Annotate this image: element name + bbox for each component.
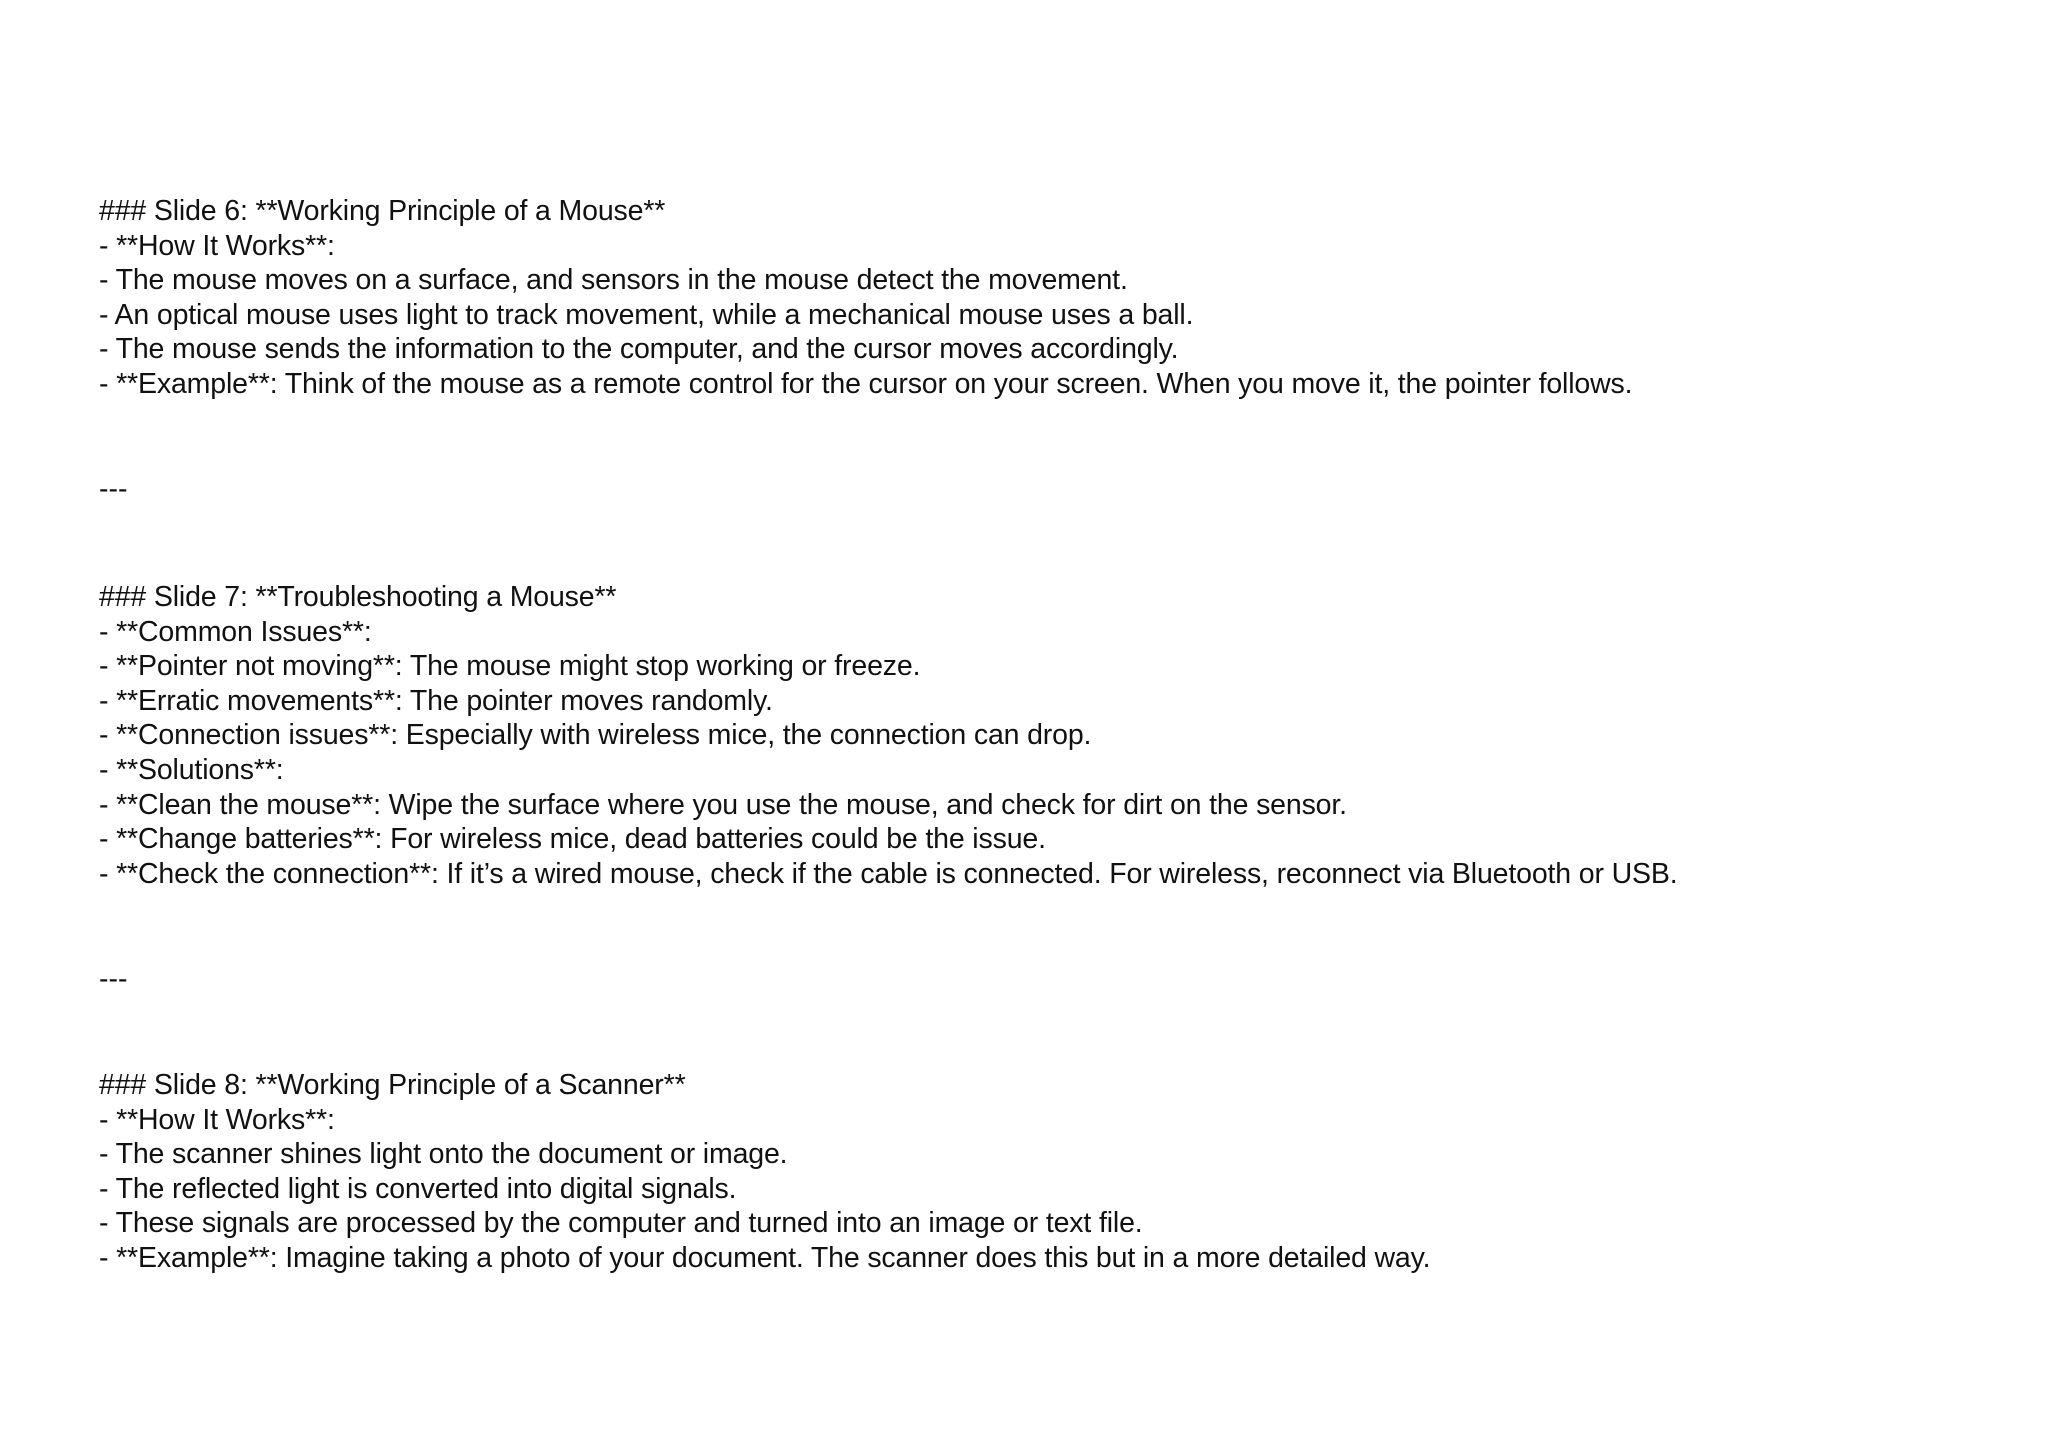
text-line: - **Example**: Think of the mouse as a remote control for the cursor on your screen. When you move it, the pointer follows. (99, 367, 1633, 400)
text-line: - The mouse sends the information to the computer, and the cursor moves accordingly. (99, 333, 1179, 366)
text-line: - An optical mouse uses light to track movement, while a mechanical mouse uses a ball. (99, 298, 1194, 331)
text-line: - **Check the connection**: If it’s a wired mouse, check if the cable is connected. For wireless, reconnect via Bluetooth or USB. (99, 857, 1678, 890)
section-heading: ### Slide 6: **Working Principle of a Mouse** (99, 195, 666, 227)
text-line: - **Connection issues**: Especially with wireless mice, the connection can drop. (99, 719, 1092, 752)
section-heading: ### Slide 7: **Troubleshooting a Mouse** (99, 581, 617, 613)
text-line: - **Change batteries**: For wireless mice, dead batteries could be the issue. (99, 823, 1046, 856)
text-line: - **How It Works**: (99, 1103, 335, 1136)
section-heading: ### Slide 8: **Working Principle of a Scanner** (99, 1069, 686, 1101)
text-line: - **Erratic movements**: The pointer moves randomly. (99, 684, 773, 717)
text-line: - **Example**: Imagine taking a photo of your document. The scanner does this but in a more detailed way. (99, 1241, 1431, 1274)
slide-8-section (99, 1068, 2008, 1276)
slide-6-section (99, 194, 2008, 402)
text-line: - These signals are processed by the computer and turned into an image or text file. (99, 1207, 1143, 1240)
text-line: - **Pointer not moving**: The mouse might stop working or freeze. (99, 650, 921, 683)
text-line: - The scanner shines light onto the document or image. (99, 1138, 788, 1171)
text-line: - The reflected light is converted into digital signals. (99, 1172, 737, 1205)
slide-7-section (99, 580, 2008, 891)
text-line: - The mouse moves on a surface, and sensors in the mouse detect the movement. (99, 264, 1128, 297)
text-line: - **Clean the mouse**: Wipe the surface where you use the mouse, and check for dirt on the sensor. (99, 788, 1347, 821)
text-line: - **Solutions**: (99, 753, 284, 786)
section-separator: --- (99, 473, 128, 505)
text-line: - **How It Works**: (99, 229, 335, 262)
section-separator: --- (99, 963, 128, 995)
text-line: - **Common Issues**: (99, 615, 372, 648)
